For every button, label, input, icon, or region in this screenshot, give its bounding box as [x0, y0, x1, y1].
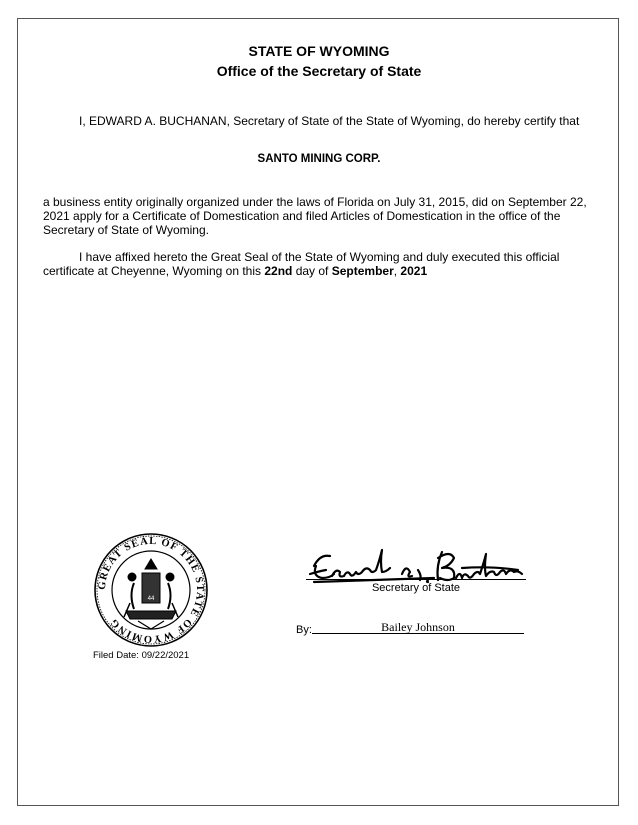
closing-connector: day of: [292, 264, 332, 278]
certification-closing: [43, 250, 595, 278]
by-label: By:: [296, 624, 312, 636]
svg-text:GREAT SEAL OF THE STATE OF WYO: GREAT SEAL OF THE STATE OF WYOMING: [96, 535, 206, 645]
closing-day: 22nd: [264, 264, 293, 278]
certification-body: a business entity originally organized under the laws of Florida on July 31, 2015, did on September 22, 2021 apply for a Certificate of Domestication and filed Articles of Domestication in the office of the Secretary of State of Wyoming.: [43, 195, 587, 237]
great-seal-of-wyoming-icon: [94, 533, 208, 647]
document-subtitle: Office of the Secretary of State: [216, 63, 422, 79]
intro-text: I, EDWARD A. BUCHANAN, Secretary of State of the State of Wyoming, do hereby certify that: [79, 114, 580, 128]
closing-separator: ,: [393, 264, 401, 278]
document-title: STATE OF WYOMING: [248, 43, 390, 59]
entity-name: SANTO MINING CORP.: [257, 153, 381, 165]
certification-intro: [43, 114, 595, 128]
document-border: [17, 18, 619, 806]
closing-text: I have affixed hereto the Great Seal of the State of Wyoming and duly executed this official certificate at Cheyenne, Wyoming on this: [43, 250, 560, 278]
by-name: Bailey Johnson: [381, 620, 455, 634]
signature-line: [306, 579, 526, 580]
closing-month: September: [331, 264, 394, 278]
filed-date: Filed Date: 09/22/2021: [93, 650, 190, 661]
closing-year: 2021: [400, 264, 428, 278]
secretary-of-state-label: Secretary of State: [371, 582, 461, 594]
svg-text:44: 44: [147, 596, 155, 602]
